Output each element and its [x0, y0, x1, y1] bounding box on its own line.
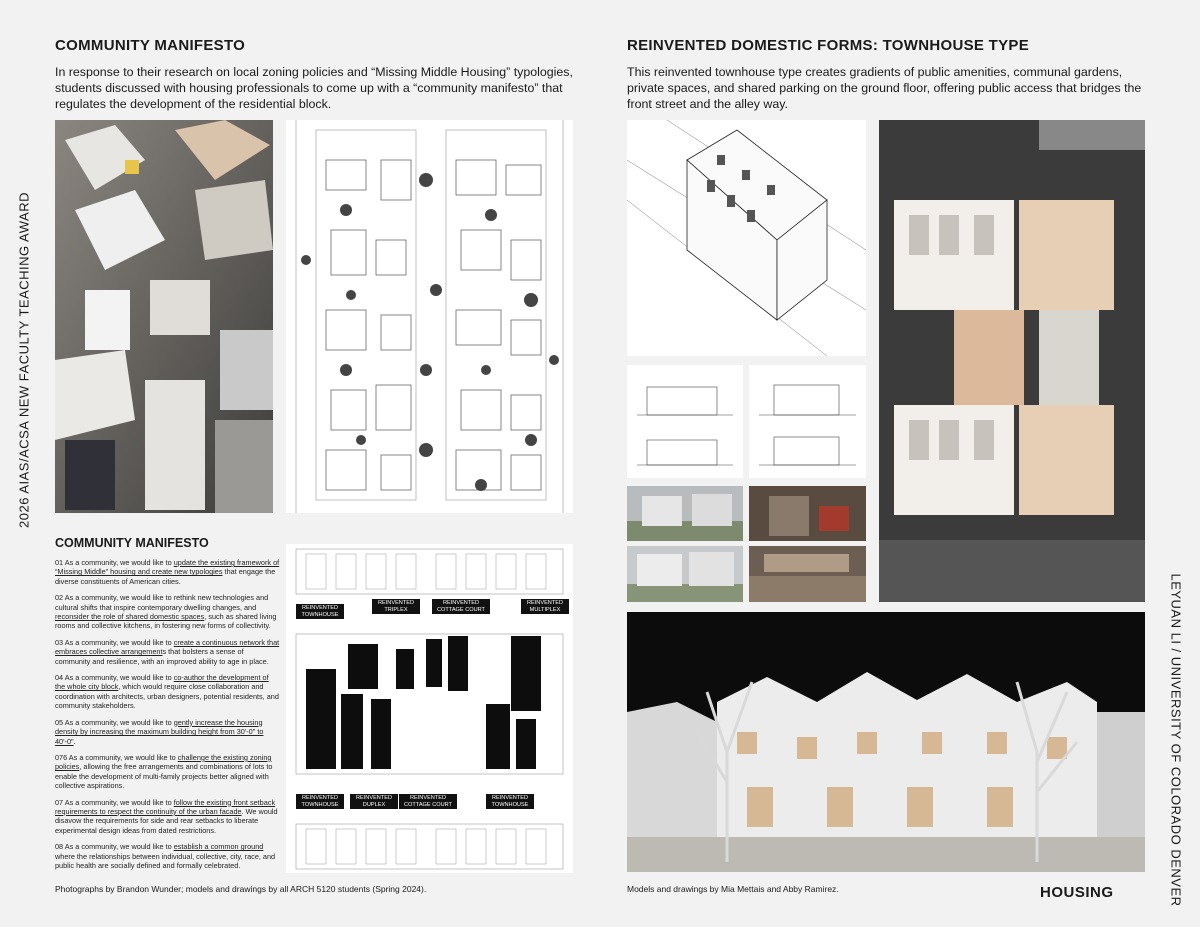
manifesto-item — [55, 673, 280, 711]
section-label: HOUSING — [1040, 884, 1114, 901]
manifesto-item — [55, 638, 280, 666]
map-tag-7: REINVENTED COTTAGE COURT — [399, 794, 457, 809]
manifesto-item — [55, 718, 280, 746]
manifesto-item — [55, 558, 280, 586]
annotated-block-map — [286, 544, 573, 873]
map-tag-6: REINVENTED DUPLEX — [350, 794, 398, 809]
right-section-title: REINVENTED DOMESTIC FORMS: TOWNHOUSE TYPE — [627, 37, 1030, 54]
map-tag-4: REINVENTED MULTIPLEX — [521, 599, 569, 614]
neighborhood-model-photo — [55, 120, 273, 513]
manifesto-item-emphasis: co-author the development of the whole city block — [55, 673, 269, 692]
manifesto-item — [55, 753, 280, 791]
manifesto-item-emphasis: establish a common ground — [173, 842, 264, 852]
left-section-title: COMMUNITY MANIFESTO — [55, 37, 246, 54]
elevation-drawing-1 — [627, 365, 743, 478]
author-text: LEYUAN LI / UNIVERSITY OF COLORADO DENVER — [1168, 573, 1184, 907]
manifesto-item-text: , allowing the free arrangements and combinations of lots to enable the development of multi-family projects better aligned with collective aspirations. — [55, 762, 273, 791]
axonometric-drawing — [627, 120, 866, 356]
manifesto-item-text: where the relationships between individual, collective, city, race, and public health are socially defined and formally celebrated. — [55, 851, 276, 870]
manifesto-item-text: . — [73, 736, 76, 746]
manifesto-item-text: 03 As a community, we would like to — [55, 637, 174, 647]
rendering-street — [627, 546, 743, 602]
manifesto-item-text: that engage the diverse constituents of American cities. — [55, 567, 276, 586]
manifesto-block — [55, 536, 280, 877]
elevation-drawing-2 — [749, 365, 866, 478]
manifesto-title: COMMUNITY MANIFESTO — [55, 536, 209, 550]
manifesto-item-text: 08 As a community, we would like to — [55, 842, 174, 852]
manifesto-item-emphasis: create a continuous network that embraces collective arrangement — [55, 637, 280, 657]
map-tag-5: REINVENTED TOWNHOUSE — [296, 794, 344, 809]
right-intro-text: This reinvented townhouse type creates gradients of public amenities, communal gardens, private spaces, and shared parking on the ground floor, offering public access that bridges the front street and the alley way. — [627, 65, 1142, 111]
manifesto-item-text: 076 As a community, we would like to — [55, 752, 178, 762]
author-vertical-label — [1166, 573, 1186, 907]
manifesto-item-text: . We would disavow the requirements for side and rear setbacks to liberate experimental design ideas from dated restrictions. — [55, 806, 278, 835]
map-tag-8: REINVENTED TOWNHOUSE — [486, 794, 534, 809]
manifesto-item-text: , such as shared living rooms and collective kitchens, in fostering new forms of collectivity. — [55, 612, 277, 631]
left-intro-text: In response to their research on local zoning policies and “Missing Middle Housing” typologies, students discussed with housing professionals to come up with a “community manifesto” that regulates the development of the residential block. — [55, 65, 573, 111]
left-header — [55, 37, 575, 112]
right-credit: Models and drawings by Mia Mettais and Abby Ramirez. — [627, 884, 839, 894]
right-header — [627, 37, 1147, 112]
manifesto-item-emphasis: update the existing framework of “Missing Middle” housing and create new typologies — [55, 558, 280, 577]
manifesto-item-emphasis: reconsider the role of shared domestic spaces — [55, 612, 205, 622]
map-tag-3: REINVENTED COTTAGE COURT — [432, 599, 490, 614]
manifesto-item-text: 01 As a community, we would like to — [55, 558, 174, 567]
manifesto-item — [55, 593, 280, 631]
award-vertical-label — [14, 120, 34, 600]
manifesto-item-text: 04 As a community, we would like to — [55, 673, 174, 683]
manifesto-item-emphasis: gently increase the housing density by increasing the maximum building height from 30'-0" to 40'-0" — [55, 717, 264, 746]
townhouse-facade-model-photo — [627, 612, 1145, 872]
rendering-shared-space — [749, 546, 866, 602]
map-tag-2: REINVENTED TRIPLEX — [372, 599, 420, 614]
townhouse-model-topview — [879, 120, 1145, 602]
award-text: 2026 AIAS/ACSA NEW FACULTY TEACHING AWARD — [16, 192, 32, 528]
left-credit: Photographs by Brandon Wunder; models and drawings by all ARCH 5120 students (Spring 2024). — [55, 884, 427, 894]
manifesto-item-text: 07 As a community, we would like to — [55, 797, 174, 807]
rendering-courtyard — [627, 486, 743, 541]
manifesto-item — [55, 798, 280, 836]
manifesto-item-text: s that bolsters a sense of community and resilience, with an improved ability to age in place. — [55, 647, 269, 666]
rendering-interior — [749, 486, 866, 541]
manifesto-item-text: 02 As a community, we would like to rethink new technologies and cultural shifts that inspire contemporary dwelling changes, and — [55, 593, 269, 612]
site-plan-drawing — [286, 120, 573, 513]
manifesto-list — [55, 558, 280, 870]
map-tag-1: REINVENTED TOWNHOUSE — [296, 604, 344, 619]
manifesto-item — [55, 842, 280, 870]
manifesto-item-text: 05 As a community, we would like to — [55, 717, 174, 727]
manifesto-item-emphasis: challenge the existing zoning policies — [55, 752, 272, 772]
manifesto-item-text: , which would require close collaboration and coordination with architects, urban designers, potential residents, and community stakeholders. — [55, 682, 279, 711]
manifesto-item-emphasis: follow the existing front setback requirements to respect the continuity of the urban facade — [55, 797, 276, 816]
